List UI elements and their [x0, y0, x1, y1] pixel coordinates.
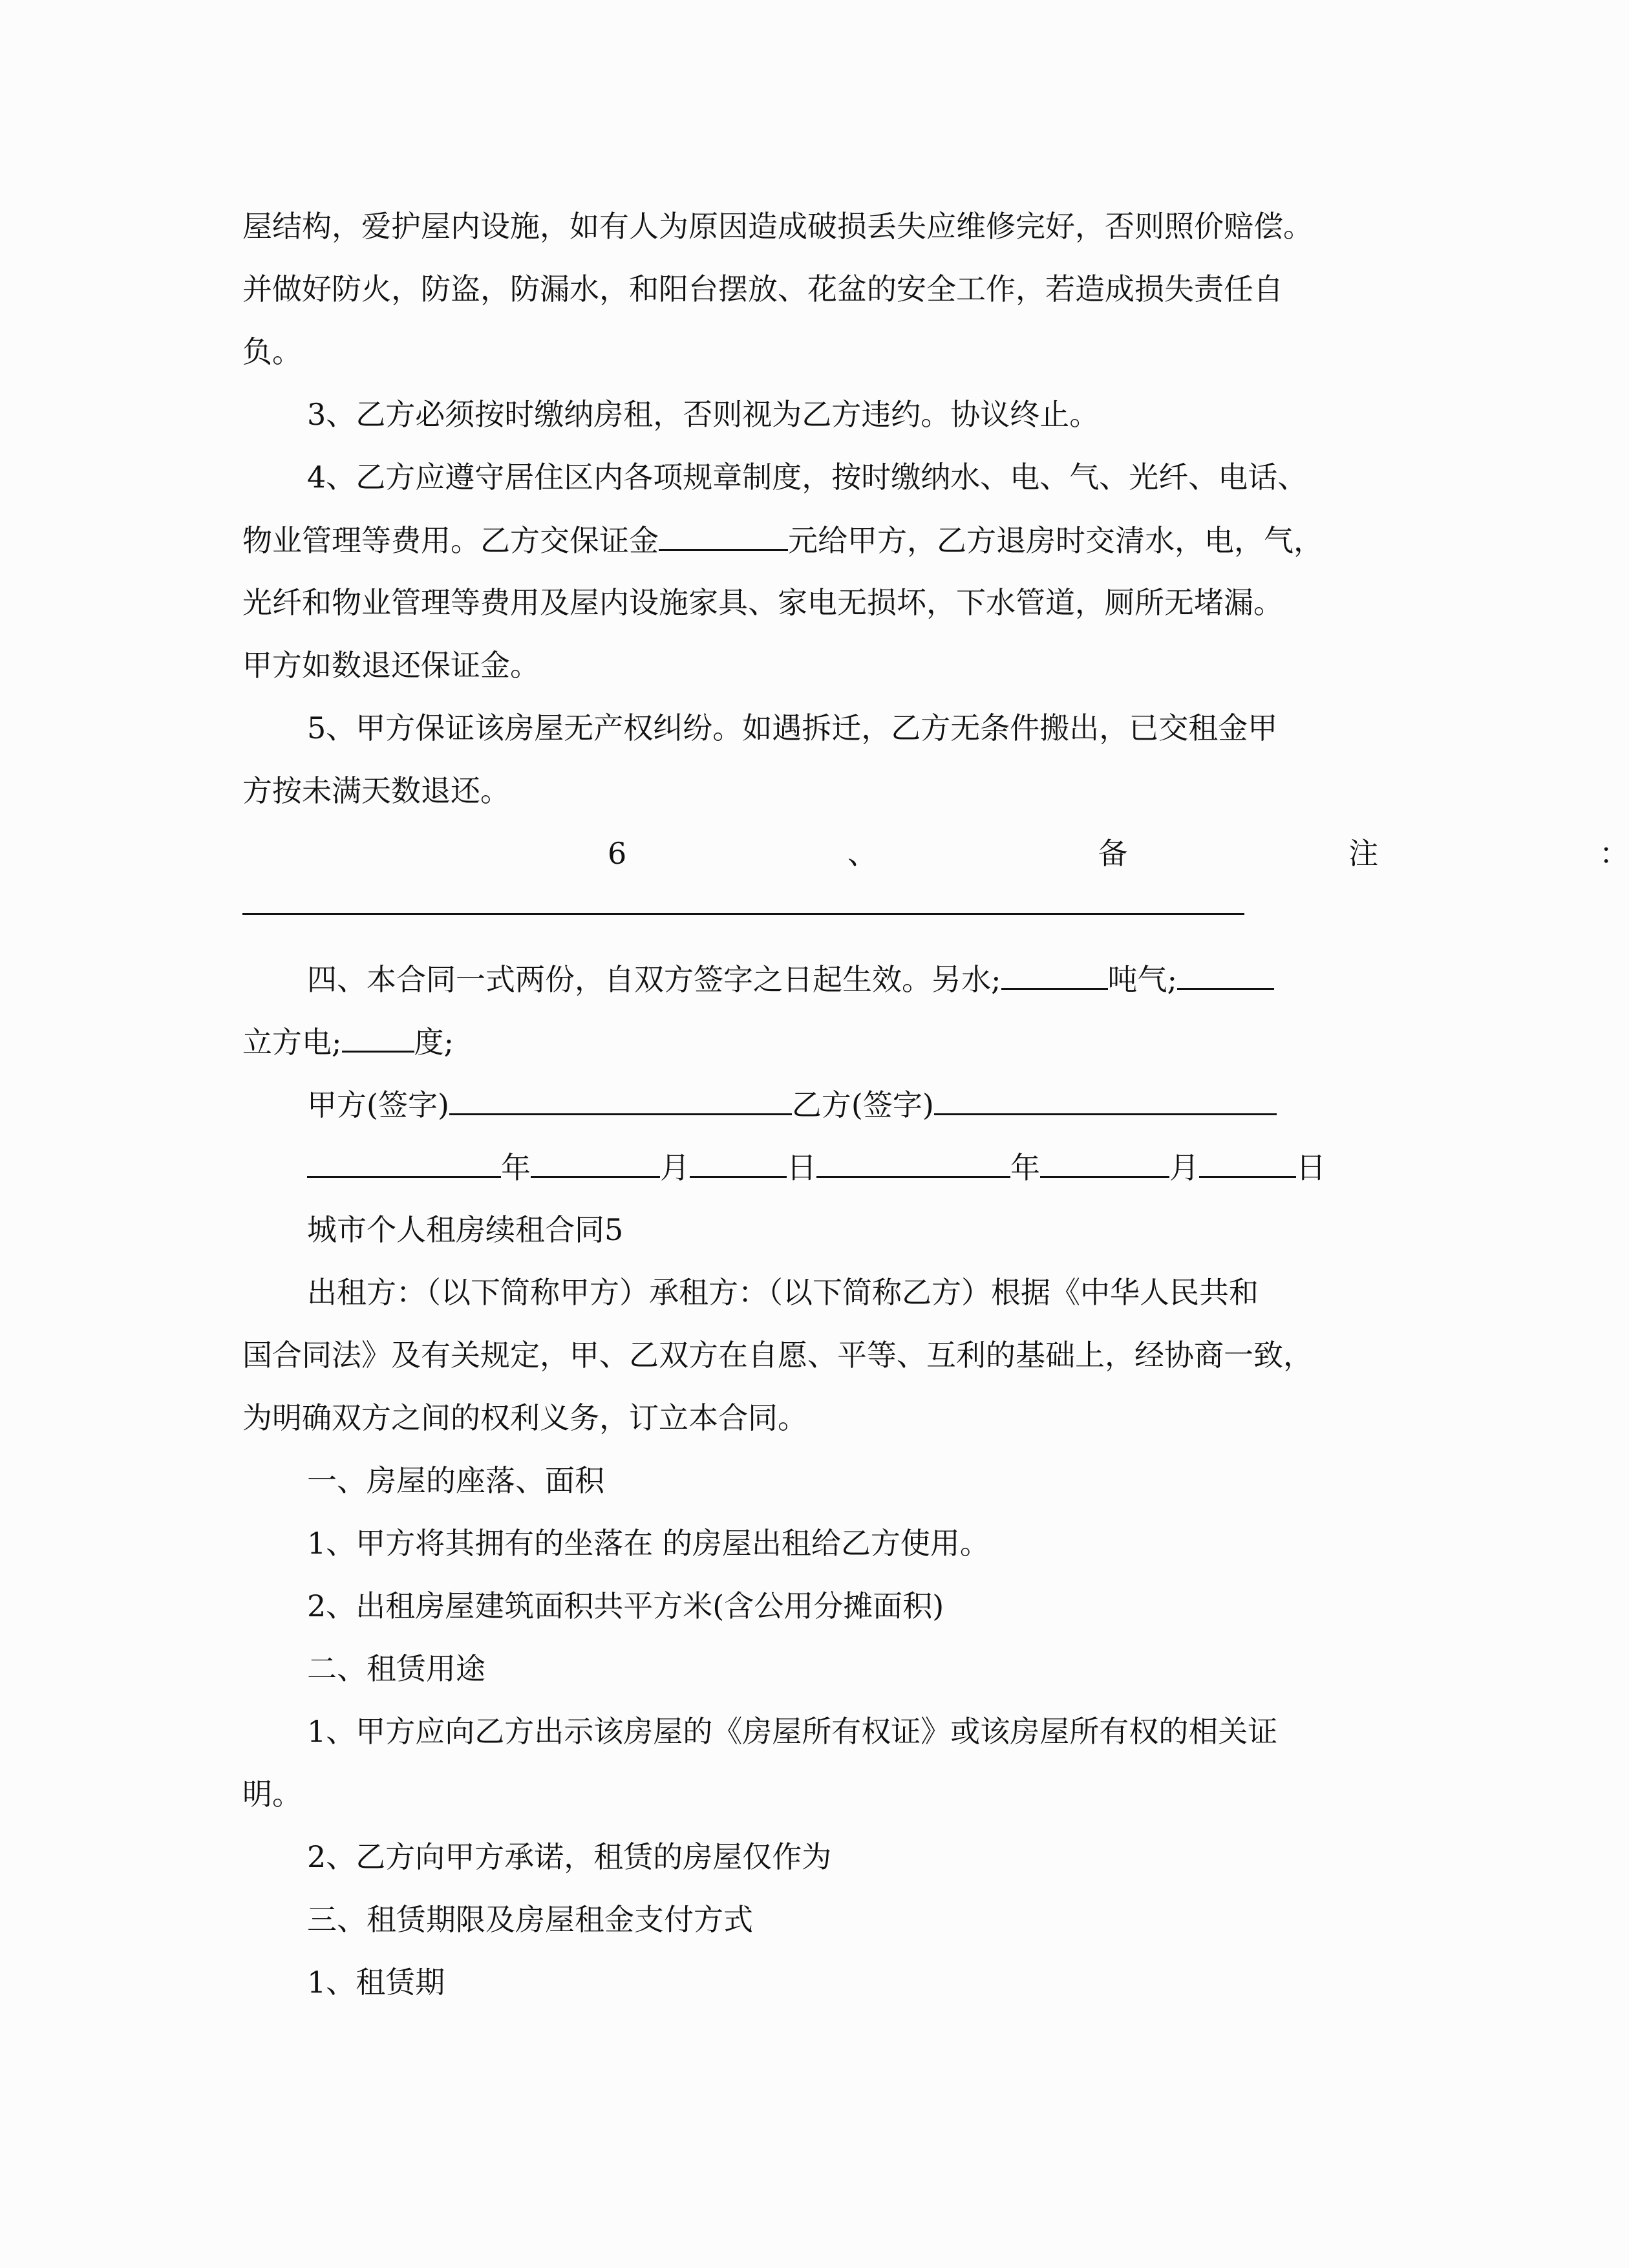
party-b-day-blank[interactable]	[1199, 1136, 1296, 1178]
deposit-amount-blank[interactable]	[659, 509, 788, 551]
remarks-char-1: 备	[1098, 836, 1128, 871]
document-page	[242, 195, 1629, 2014]
party-b-year-blank[interactable]	[816, 1136, 1010, 1178]
section-2-item-1-line2: 明。	[242, 1777, 302, 1812]
intro-line2: 国合同法》及有关规定，甲、乙双方在自愿、平等、互利的基础上，经协商一致，	[242, 1338, 1313, 1373]
clause-3: 3、乙方必须按时缴纳房租，否则视为乙方违约。协议终止。	[307, 397, 1100, 432]
water-tons-blank[interactable]	[1001, 948, 1108, 990]
month-label: 月	[1169, 1150, 1199, 1185]
party-a-day-blank[interactable]	[690, 1136, 787, 1178]
remarks-colon: ：	[1599, 836, 1629, 871]
intro-line3: 为明确双方之间的权利义务，订立本合同。	[242, 1400, 807, 1435]
clause-4-line4: 甲方如数退还保证金。	[242, 648, 540, 683]
clause2-continuation-line1: 屋结构，爱护屋内设施，如有人为原因造成破损丢失应维修完好，否则照价赔偿。	[242, 209, 1313, 244]
electricity-kwh-blank[interactable]	[342, 1011, 414, 1053]
intro-line1: 出租方：（以下简称甲方）承租方：（以下简称乙方）根据《中华人民共和	[307, 1275, 1259, 1310]
clause2-continuation-line2: 并做好防火，防盗，防漏水，和阳台摆放、花盆的安全工作，若造成损失责任自	[242, 272, 1283, 306]
electricity-unit: 度;	[414, 1025, 454, 1060]
gas-label: 吨气;	[1107, 962, 1177, 997]
section-2-item-1-line1: 1、甲方应向乙方出示该房屋的《房屋所有权证》或该房屋所有权的相关证	[307, 1714, 1278, 1749]
day-label: 日	[787, 1150, 816, 1185]
gas-volume-blank[interactable]	[1177, 948, 1274, 990]
clause-four-line1	[242, 948, 1400, 1011]
section-3-item-1: 1、租赁期	[307, 1965, 445, 2000]
remarks-char-2: 注	[1348, 836, 1379, 871]
day-label: 日	[1296, 1150, 1326, 1185]
section-2-item-2: 2、乙方向甲方承诺，租赁的房屋仅作为	[307, 1839, 832, 1874]
remarks-fill-line-row	[242, 885, 1400, 948]
contract-title: 城市个人租房续租合同5	[307, 1212, 624, 1247]
clause2-continuation-line3: 负。	[242, 334, 302, 369]
date-row	[242, 1136, 1400, 1199]
clause-5-line2: 方按未满天数退还。	[242, 773, 510, 808]
clause-4-deposit-suffix: 元给甲方，乙方退房时交清水，电，气，	[788, 523, 1323, 558]
party-b-month-blank[interactable]	[1040, 1136, 1169, 1178]
month-label: 月	[660, 1150, 690, 1185]
party-b-signature-label: 乙方(签字)	[791, 1087, 934, 1122]
remarks-number: 6	[608, 836, 627, 871]
clause-5-line1: 5、甲方保证该房屋无产权纠纷。如遇拆迁，乙方无条件搬出，已交租金甲	[307, 711, 1278, 745]
party-a-signature-label: 甲方(签字)	[307, 1087, 449, 1122]
year-label: 年	[1010, 1150, 1040, 1185]
clause-4-line3: 光纤和物业管理等费用及屋内设施家具、家电无损坏，下水管道，厕所无堵漏。	[242, 585, 1283, 620]
section-1-item-2: 2、出租房屋建筑面积共平方米(含公用分摊面积)	[307, 1589, 944, 1623]
section-3-heading: 三、租赁期限及房屋租金支付方式	[307, 1902, 753, 1937]
signature-row	[242, 1073, 1400, 1136]
clause-4-line1: 4、乙方应遵守居住区内各项规章制度，按时缴纳水、电、气、光纤、电话、	[307, 460, 1308, 495]
clause-four-text: 四、本合同一式两份，自双方签字之日起生效。另水;	[307, 962, 1001, 997]
remarks-fill-line[interactable]	[242, 913, 1244, 915]
remarks-separator: 、	[847, 836, 877, 871]
party-a-month-blank[interactable]	[531, 1136, 660, 1178]
clause-4-line2	[242, 509, 1400, 572]
clause-four-line2	[242, 1011, 1400, 1073]
electricity-label: 立方电;	[242, 1025, 342, 1060]
party-a-signature-blank[interactable]	[449, 1073, 792, 1115]
section-2-heading: 二、租赁用途	[307, 1651, 485, 1686]
remarks-heading	[242, 822, 1629, 885]
section-1-heading: 一、房屋的座落、面积	[307, 1463, 604, 1498]
party-a-year-blank[interactable]	[307, 1136, 501, 1178]
section-1-item-1: 1、甲方将其拥有的坐落在 的房屋出租给乙方使用。	[307, 1526, 990, 1561]
party-b-signature-blank[interactable]	[934, 1073, 1277, 1115]
clause-4-deposit-label: 物业管理等费用。乙方交保证金	[242, 523, 659, 558]
year-label: 年	[501, 1150, 531, 1185]
